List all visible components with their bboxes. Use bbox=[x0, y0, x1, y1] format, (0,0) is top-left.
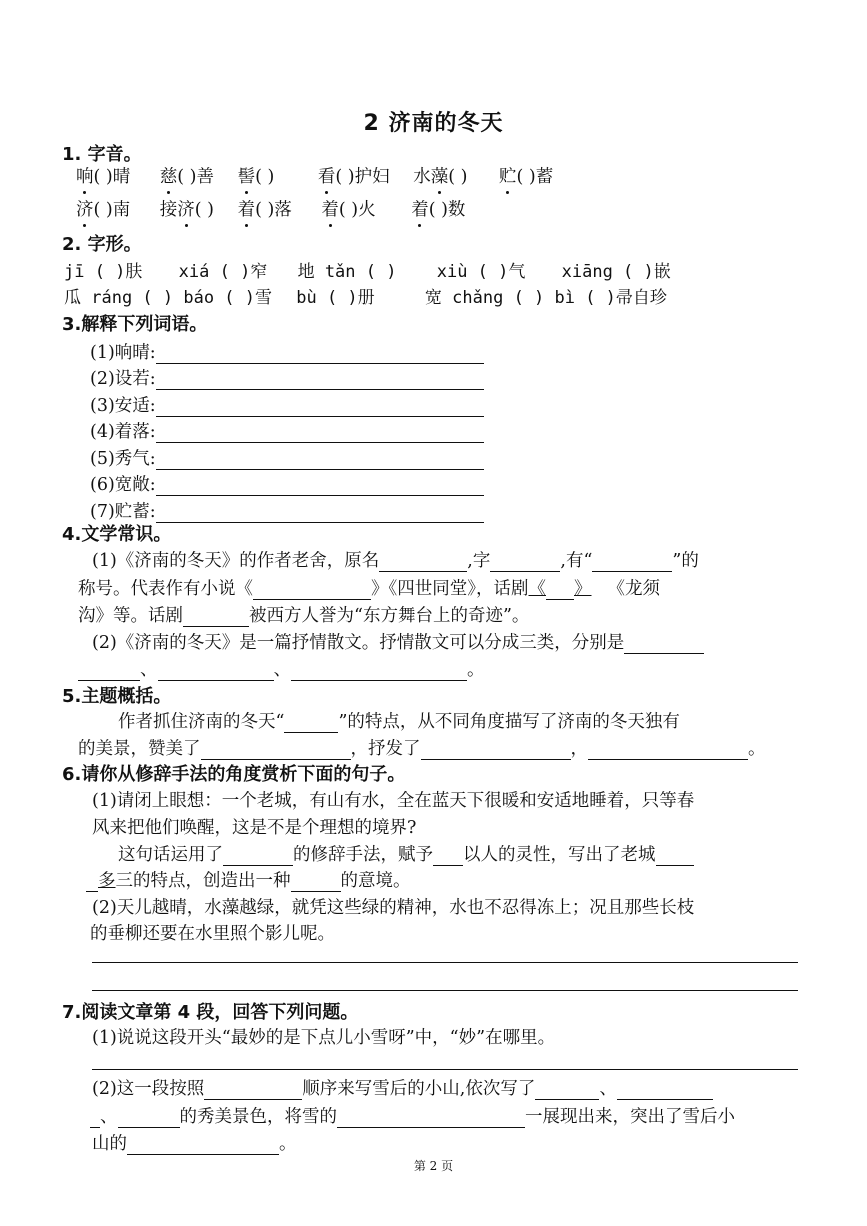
section-7-q2-line-1 bbox=[92, 1075, 713, 1100]
section-6-line-4 bbox=[86, 867, 411, 892]
text: 《 bbox=[528, 579, 546, 599]
text: 、 bbox=[599, 1079, 617, 1099]
text: 、 bbox=[140, 660, 158, 680]
answer-line[interactable] bbox=[92, 990, 798, 991]
answer-blank[interactable] bbox=[617, 1081, 713, 1100]
definition-item bbox=[90, 364, 484, 391]
char-ci: 慈 bbox=[160, 163, 178, 188]
char-zhao: 着 bbox=[238, 196, 256, 221]
text: 的美景，赞美了 bbox=[78, 739, 201, 759]
answer-blank[interactable] bbox=[78, 662, 140, 681]
pinyin-item: xiāng ( )嵌 bbox=[561, 262, 671, 282]
term-label: (1)响晴: bbox=[90, 342, 156, 363]
text: 这句话运用了 bbox=[118, 845, 223, 865]
answer-blank[interactable] bbox=[291, 873, 341, 892]
section-6-line-1: (1)请闭上眼想：一个老城，有山有水，全在蓝天下很暖和安适地睡着，只等春 bbox=[92, 791, 695, 811]
text: 被西方人誉为“东方舞台上的奇迹”。 bbox=[249, 606, 530, 626]
text: 。 bbox=[748, 739, 766, 759]
text: 沟》等。话剧 bbox=[78, 606, 183, 626]
text: 一展现出来，突出了雪后小 bbox=[525, 1107, 735, 1127]
section-4-heading: 4.文学常识。 bbox=[62, 524, 172, 545]
blank-text: ( )数 bbox=[428, 200, 466, 220]
answer-blank[interactable] bbox=[118, 1109, 180, 1128]
answer-blank[interactable] bbox=[127, 1136, 279, 1155]
text: ,有“ bbox=[560, 551, 593, 571]
section-7-heading: 7.阅读文章第 4 段，回答下列问题。 bbox=[62, 1002, 359, 1023]
text: 多 bbox=[98, 871, 116, 891]
answer-blank[interactable] bbox=[291, 662, 467, 681]
char-zhao3: 着 bbox=[411, 196, 429, 221]
section-3-list bbox=[90, 337, 484, 523]
section-4-line-2 bbox=[78, 575, 660, 600]
blank-text: ( )南 bbox=[93, 200, 131, 220]
answer-blank[interactable] bbox=[379, 553, 467, 572]
section-5-heading: 5.主题概括。 bbox=[62, 686, 172, 707]
term-label: (4)着落: bbox=[90, 422, 156, 442]
answer-blank[interactable] bbox=[656, 847, 694, 866]
section-6-line-6: 的垂柳还要在水里照个影儿呢。 bbox=[90, 924, 335, 944]
char-zao: 藻 bbox=[431, 163, 449, 188]
blank-text: ( )晴 bbox=[93, 167, 131, 187]
answer-blank[interactable] bbox=[588, 741, 748, 760]
text: (2)《济南的冬天》是一篇抒情散文。抒情散文可以分成三类，分别是 bbox=[92, 633, 625, 653]
pinyin-item: bù ( )册 bbox=[296, 288, 375, 308]
answer-blank[interactable] bbox=[421, 741, 571, 760]
pinyin-item: 宽 chǎng ( ) bì ( )帚自珍 bbox=[424, 288, 667, 308]
pinyin-item: xiá ( )窄 bbox=[178, 262, 268, 282]
answer-blank[interactable] bbox=[156, 371, 484, 390]
section-6-line-3 bbox=[118, 841, 694, 866]
blank-text: ( )护妇 bbox=[335, 167, 390, 187]
pinyin-item: 地 tǎn ( ) bbox=[297, 262, 397, 282]
char-ji3: 济 bbox=[177, 196, 195, 221]
answer-blank[interactable] bbox=[433, 847, 463, 866]
section-1-heading: 1. 字音。 bbox=[62, 144, 142, 165]
section-1-row-2 bbox=[76, 196, 465, 221]
pinyin-item: 瓜 ráng ( ) báo ( )雪 bbox=[64, 288, 272, 308]
text: ”的 bbox=[672, 551, 699, 571]
text: 作者抓住济南的冬天“ bbox=[118, 712, 285, 732]
term-label: (2)设若: bbox=[90, 369, 156, 389]
section-7-q2-line-3 bbox=[92, 1130, 297, 1155]
text: 《龙须 bbox=[607, 579, 660, 599]
answer-blank[interactable] bbox=[156, 477, 484, 496]
answer-blank[interactable] bbox=[86, 873, 98, 892]
definition-item bbox=[90, 443, 484, 470]
section-7-question-1: (1)说说这段开头“最妙的是下点儿小雪呀”中，“妙”在哪里。 bbox=[92, 1028, 556, 1048]
definition-item bbox=[90, 470, 484, 497]
section-4-line-1 bbox=[92, 547, 699, 572]
char-zhao2: 着 bbox=[321, 196, 339, 221]
answer-line[interactable] bbox=[92, 962, 798, 963]
blank-text: ( )善 bbox=[177, 167, 215, 187]
char-ji2: 济 bbox=[76, 196, 94, 221]
text: ， bbox=[570, 739, 588, 759]
blank-text: ( )蓄 bbox=[516, 167, 554, 187]
text: 称号。代表作有小说《 bbox=[78, 579, 253, 599]
text: 》 bbox=[574, 579, 592, 599]
definition-item bbox=[90, 337, 484, 364]
section-4-line-5 bbox=[78, 656, 485, 681]
text: 。 bbox=[279, 1134, 297, 1154]
text: ”的特点，从不同角度描写了济南的冬天独有 bbox=[338, 712, 680, 732]
text: 。 bbox=[467, 660, 485, 680]
answer-blank[interactable] bbox=[223, 847, 293, 866]
text: 三 bbox=[115, 871, 133, 891]
text: 的特点，创造出一种 bbox=[133, 871, 291, 891]
answer-blank[interactable] bbox=[156, 345, 484, 364]
blank-text: ( )落 bbox=[255, 200, 292, 220]
answer-blank[interactable] bbox=[490, 553, 560, 572]
answer-blank[interactable] bbox=[183, 608, 249, 627]
answer-blank[interactable] bbox=[90, 1109, 100, 1128]
answer-blank[interactable] bbox=[337, 1109, 525, 1128]
text: 的意境。 bbox=[340, 871, 411, 891]
answer-blank[interactable] bbox=[156, 398, 484, 417]
answer-blank[interactable] bbox=[253, 581, 371, 600]
section-5-line-2 bbox=[78, 735, 766, 760]
answer-blank[interactable] bbox=[204, 1081, 302, 1100]
definition-item bbox=[90, 417, 484, 444]
blank-text: ( ) bbox=[194, 200, 215, 220]
char-zhu: 贮 bbox=[499, 163, 517, 188]
section-2-row-2 bbox=[64, 283, 667, 308]
section-6-line-5: (2)天儿越晴，水藻越绿，就凭这些绿的精神，水也不忍得冻上；况且那些长枝 bbox=[92, 898, 695, 918]
answer-blank[interactable] bbox=[535, 1081, 599, 1100]
answer-blank[interactable] bbox=[156, 451, 484, 470]
text: 的秀美景色，将雪的 bbox=[179, 1107, 337, 1127]
char-shui: 水 bbox=[413, 167, 431, 187]
term-label: (3)安适: bbox=[90, 395, 156, 416]
text: 山的 bbox=[92, 1134, 127, 1154]
term-label: (6)宽敞: bbox=[90, 475, 156, 495]
section-6-line-2: 风来把他们唤醒，这是不是个理想的境界? bbox=[92, 818, 417, 838]
section-6-heading: 6.请你从修辞手法的角度赏析下面的句子。 bbox=[62, 764, 406, 785]
section-2-heading: 2. 字形。 bbox=[62, 234, 142, 255]
section-3-heading: 3.解释下列词语。 bbox=[62, 314, 208, 335]
definition-item bbox=[90, 496, 484, 523]
text: 、 bbox=[273, 660, 291, 680]
page-number: 第 2 页 bbox=[413, 1159, 454, 1173]
text: 、 bbox=[100, 1107, 118, 1127]
text: ，抒发了 bbox=[350, 739, 421, 759]
blank-text: ( ) bbox=[448, 167, 468, 187]
answer-blank[interactable] bbox=[624, 635, 704, 654]
term-label: (5)秀气: bbox=[90, 448, 156, 469]
answer-blank[interactable] bbox=[156, 504, 484, 523]
pinyin-item: xiù ( )气 bbox=[436, 262, 526, 282]
answer-blank[interactable] bbox=[284, 714, 338, 733]
section-7-q2-line-2 bbox=[90, 1103, 735, 1128]
pinyin-item: jī ( )肤 bbox=[64, 262, 143, 282]
answer-blank[interactable] bbox=[546, 581, 574, 600]
answer-blank[interactable] bbox=[592, 553, 672, 572]
text: 顺序来写雪后的小山,依次写了 bbox=[302, 1079, 536, 1099]
answer-blank[interactable] bbox=[201, 741, 351, 760]
text: ,字 bbox=[467, 551, 491, 571]
blank-text: ( )火 bbox=[338, 200, 376, 220]
term-label: (7)贮蓄: bbox=[90, 501, 156, 522]
section-4-line-3 bbox=[78, 602, 529, 627]
text: 的修辞手法，赋予 bbox=[293, 845, 433, 865]
text: (1)《济南的冬天》的作者老舍，原名 bbox=[92, 551, 380, 571]
text: 以人的灵性，写出了老城 bbox=[463, 845, 656, 865]
char-kan: 看 bbox=[318, 163, 336, 188]
answer-blank[interactable] bbox=[156, 424, 484, 443]
char-jie: 接 bbox=[159, 200, 178, 220]
text: (2)这一段按照 bbox=[92, 1079, 205, 1099]
answer-blank[interactable] bbox=[158, 662, 274, 681]
section-1-row-1 bbox=[76, 163, 553, 188]
definition-item bbox=[90, 390, 484, 417]
text: 》《四世同堂》，话剧 bbox=[371, 579, 529, 599]
section-5-line-1 bbox=[118, 708, 680, 733]
page-title: 2 济南的冬天 bbox=[363, 111, 504, 136]
blank-text: ( ) bbox=[255, 167, 275, 187]
section-2-row-1 bbox=[64, 257, 671, 282]
answer-line[interactable] bbox=[92, 1069, 798, 1070]
char-xiang: 响 bbox=[76, 163, 94, 188]
char-ji: 髻 bbox=[238, 163, 256, 188]
section-4-line-4 bbox=[92, 629, 704, 654]
